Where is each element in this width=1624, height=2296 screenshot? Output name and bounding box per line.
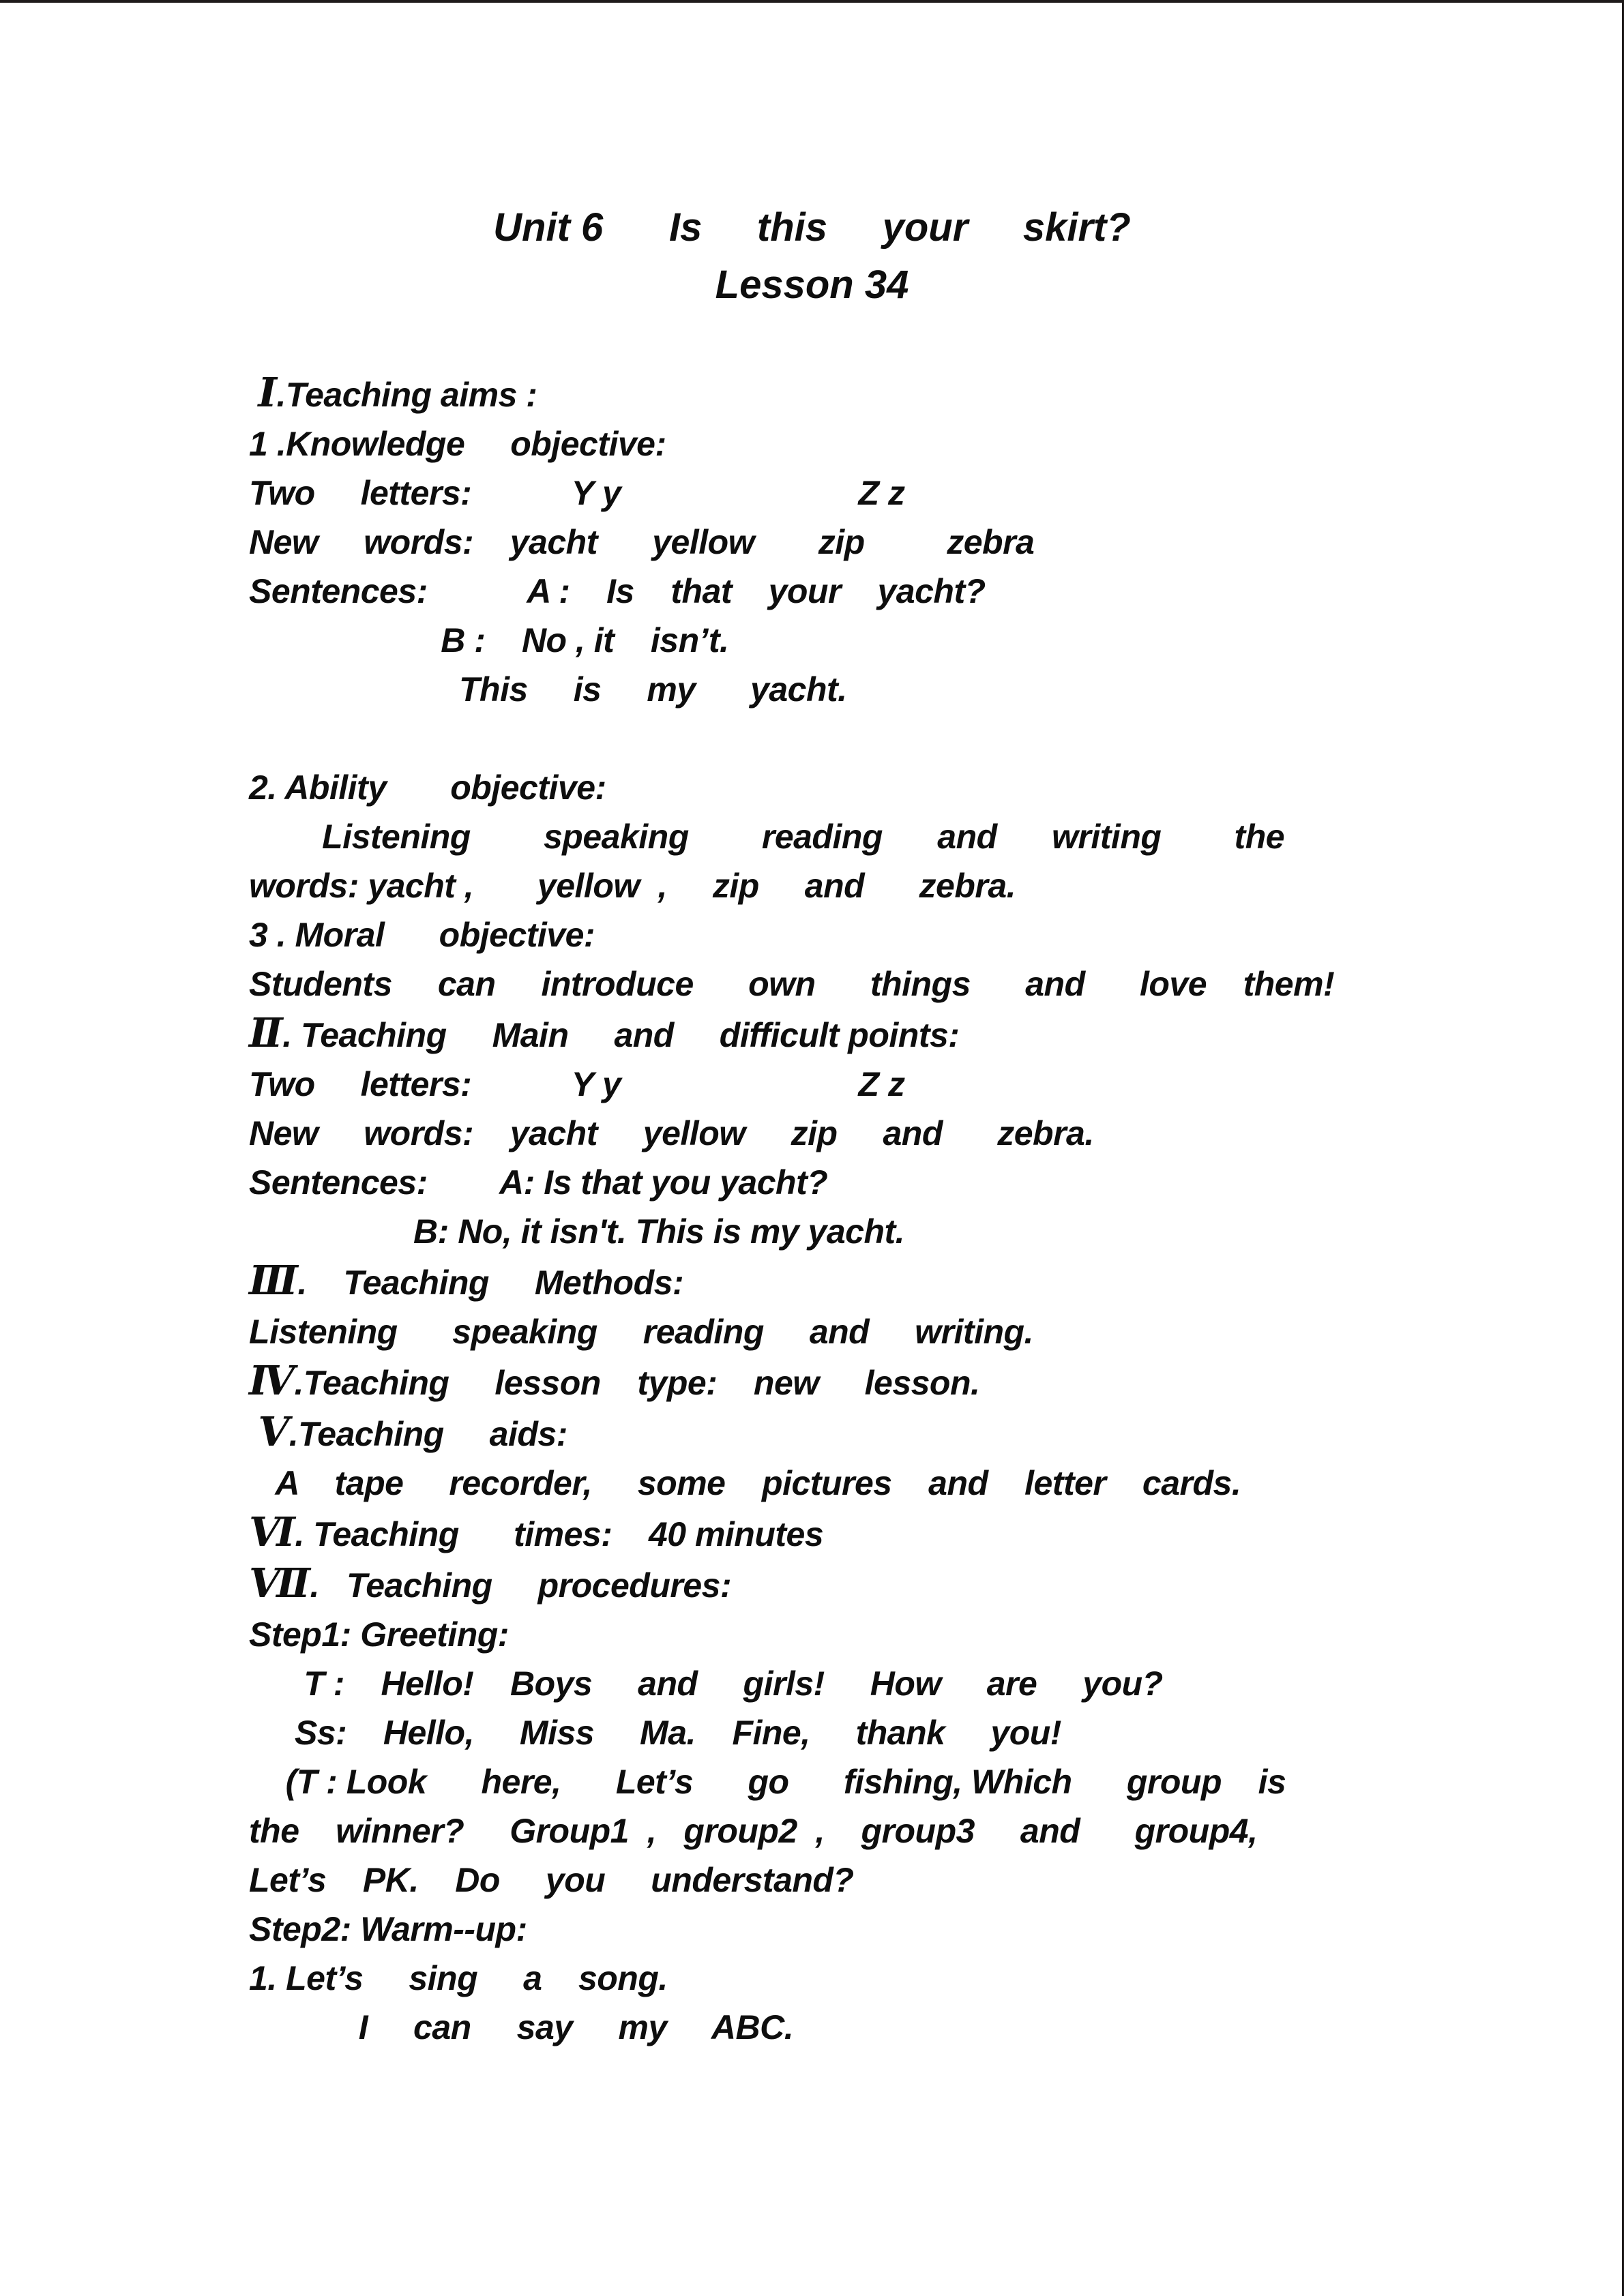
body-line: Ⅱ. Teaching Main and difficult points: — [249, 1009, 960, 1056]
roman-numeral: Ⅶ — [249, 1560, 310, 1607]
body-line: the winner? Group1 , group2 , group3 and group4, — [249, 1812, 1258, 1850]
body-line: I can say my ABC. — [249, 2008, 794, 2046]
body-line: 2. Ability objective: — [249, 769, 606, 807]
body-line: Step2: Warm--up: — [249, 1910, 527, 1948]
blank-line — [249, 714, 1610, 763]
roman-numeral: Ⅲ — [249, 1257, 298, 1304]
body-line: B: No, it isn't. This is my yacht. — [249, 1212, 905, 1251]
page-top-border — [0, 0, 1624, 3]
document-body — [249, 368, 1610, 2052]
body-line: 1. Let’s sing a song. — [249, 1959, 668, 1997]
document-title — [0, 199, 1624, 314]
body-line: Students can introduce own things and love them! — [249, 965, 1335, 1003]
body-line: New words: yacht yellow zip zebra — [249, 523, 1035, 561]
body-line: T : Hello! Boys and girls! How are you? — [249, 1665, 1163, 1703]
body-line: Sentences: A : Is that your yacht? — [249, 572, 986, 610]
body-line: Ⅵ. Teaching times: 40 minutes — [249, 1508, 824, 1555]
body-line: New words: yacht yellow zip and zebra. — [249, 1114, 1094, 1152]
roman-numeral: Ⅴ — [258, 1408, 289, 1455]
body-line: Listening speaking reading and writing the — [249, 818, 1285, 856]
body-line: Sentences: A: Is that you yacht? — [249, 1163, 828, 1202]
body-line: Ss: Hello, Miss Ma. Fine, thank you! — [249, 1714, 1061, 1752]
roman-numeral: Ⅵ — [249, 1508, 295, 1555]
body-line: Listening speaking reading and writing. — [249, 1313, 1033, 1351]
body-line: Let’s PK. Do you understand? — [249, 1861, 854, 1899]
body-line: words: yacht , yellow , zip and zebra. — [249, 867, 1016, 905]
body-line: Ⅶ. Teaching procedures: — [249, 1560, 732, 1607]
roman-numeral: Ⅰ — [258, 369, 277, 416]
body-line: (T : Look here, Let’s go fishing, Which group is — [249, 1763, 1286, 1801]
body-line: B : No , it isn’t. — [249, 621, 729, 659]
body-line: 1 .Knowledge objective: — [249, 425, 666, 463]
roman-numeral: Ⅳ — [249, 1357, 295, 1404]
body-line: A tape recorder, some pictures and letter cards. — [249, 1464, 1241, 1502]
body-line: Ⅴ.Teaching aids: — [258, 1408, 567, 1455]
body-line: Ⅳ.Teaching lesson type: new lesson. — [249, 1357, 980, 1404]
body-line: 3 . Moral objective: — [249, 916, 595, 954]
unit-title: Unit 6 Is this your skirt? — [493, 205, 1131, 250]
roman-numeral: Ⅱ — [249, 1009, 283, 1056]
body-line: Ⅲ. Teaching Methods: — [249, 1257, 684, 1304]
body-line: Step1: Greeting: — [249, 1615, 509, 1654]
body-line: This is my yacht. — [249, 670, 847, 709]
body-line: Two letters: Y y Z z — [249, 474, 905, 512]
lesson-subtitle: Lesson 34 — [715, 263, 909, 307]
body-line: Ⅰ.Teaching aims : — [258, 369, 537, 416]
body-line: Two letters: Y y Z z — [249, 1065, 905, 1103]
